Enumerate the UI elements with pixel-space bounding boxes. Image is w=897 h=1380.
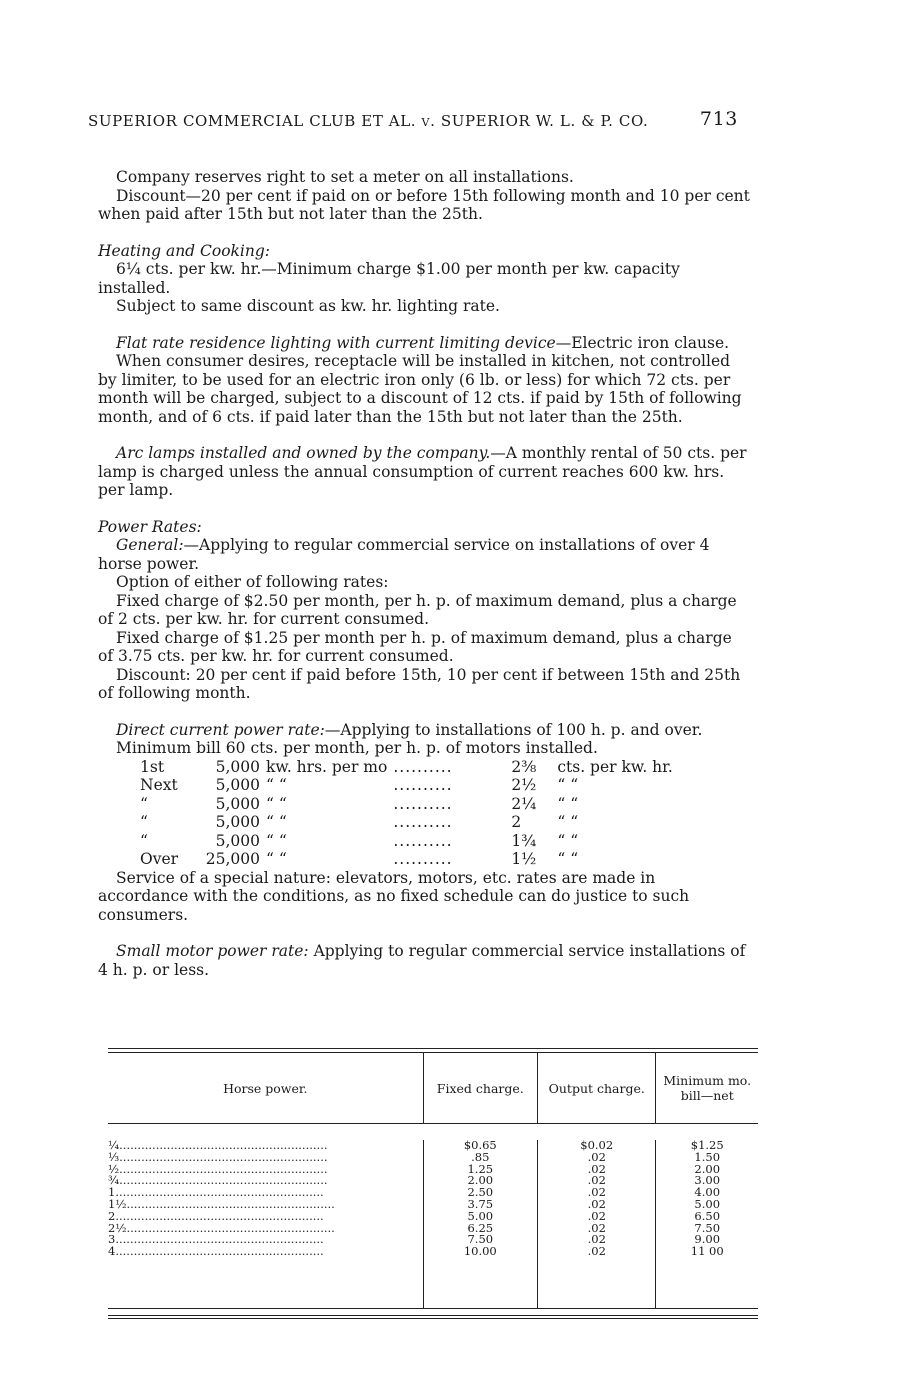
tier-tail: “ “	[557, 794, 579, 813]
direct-current-heading: Direct current power rate:	[116, 720, 325, 739]
tier-row	[140, 813, 679, 832]
tier-label: 1st	[140, 757, 165, 776]
column-output-charge	[537, 1140, 655, 1308]
hp-cell	[108, 1187, 423, 1199]
fixed-cell: .85	[471, 1149, 490, 1164]
tier-rate: 2⅜	[511, 757, 537, 776]
header-minimum-bill: Minimum mo. bill—net	[655, 1053, 758, 1123]
tier-tail: “ “	[557, 813, 579, 831]
tier-tail: “ “	[557, 776, 579, 794]
output-cell: .02	[587, 1220, 606, 1235]
output-cell: .02	[587, 1149, 606, 1164]
hp-cell	[108, 1152, 423, 1164]
hp-cell	[108, 1234, 423, 1246]
fixed-charge-1: Fixed charge of $2.50 per month, per h. p. of maximum demand, plus a charge of 2 cts. per kw. hr. for current consumed.	[98, 591, 737, 628]
hp-cell	[108, 1246, 423, 1258]
fixed-cell: 7.50	[467, 1232, 494, 1247]
header-horse-power: Horse power.	[223, 1080, 308, 1096]
minimum-cell: 2.00	[694, 1161, 721, 1176]
hp-cell	[108, 1164, 423, 1176]
leader-dots: .........................................................	[119, 1163, 328, 1176]
minimum-cell: 6.50	[694, 1208, 721, 1223]
output-cell: .02	[587, 1161, 606, 1176]
output-cell: .02	[587, 1244, 606, 1259]
power-rates-heading: Power Rates:	[98, 517, 202, 536]
fixed-cell: $0.65	[463, 1138, 497, 1152]
running-header	[88, 108, 738, 130]
output-cell: $0.02	[580, 1138, 614, 1152]
tier-row	[140, 758, 679, 777]
tier-label: Next	[140, 776, 178, 794]
hp-label: 2	[108, 1210, 116, 1223]
leader-dots: .........................................................	[119, 1175, 328, 1188]
discount-paragraph: Discount—20 per cent if paid on or before 15th following month and 10 per cent when paid after 15th but not later than the 25th.	[98, 186, 750, 223]
tier-rate: 1¾	[511, 831, 537, 850]
tier-unit: kw. hrs. per mo	[266, 757, 388, 776]
fixed-cell: 2.00	[467, 1173, 494, 1188]
tier-unit: “ “	[266, 831, 287, 850]
hp-label: 1	[108, 1187, 116, 1199]
heating-heading: Heating and Cooking:	[98, 241, 271, 260]
output-cell: .02	[587, 1173, 606, 1188]
tier-unit: “ “	[266, 850, 287, 868]
tier-label: Over	[140, 850, 179, 868]
hp-cell	[108, 1223, 423, 1235]
small-motor-heading: Small motor power rate:	[116, 942, 309, 960]
column-fixed-charge	[423, 1140, 537, 1308]
page-number: 713	[699, 108, 738, 130]
power-discount: Discount: 20 per cent if paid before 15th, 10 per cent if between 15th and 25th of following month.	[98, 665, 741, 702]
tier-qty: 5,000	[215, 794, 260, 813]
general-label: General:	[116, 536, 184, 554]
tier-rate: 1½	[511, 850, 537, 868]
direct-current-tail: —Applying to installations of 100 h. p. and over.	[324, 720, 703, 739]
document-body	[98, 168, 750, 979]
tier-row	[140, 832, 679, 851]
special-service: Service of a special nature: elevators, motors, etc. rates are made in accordance with the conditions, as no fixed schedule can do justice to such consumers.	[98, 868, 690, 924]
minimum-bill: Minimum bill 60 cts. per month, per h. p. of motors installed.	[116, 739, 598, 757]
flat-rate-title-tail: —Electric iron clause.	[555, 333, 730, 352]
tier-row	[140, 776, 679, 795]
tier-dots: ..........	[393, 850, 453, 868]
leader-dots: .........................................................	[115, 1210, 324, 1223]
hp-cell	[108, 1140, 423, 1152]
tier-rate: 2	[511, 813, 522, 831]
tier-rate: 2¼	[511, 794, 537, 813]
tier-tail: cts. per kw. hr.	[557, 757, 673, 776]
general-paragraph	[98, 536, 750, 573]
hp-cell	[108, 1175, 423, 1187]
fixed-charge-2: Fixed charge of $1.25 per month per h. p. of maximum demand, plus a charge of 3.75 cts. per kw. hr. for current consumed.	[98, 628, 732, 665]
hp-cell	[108, 1199, 423, 1211]
output-cell: .02	[587, 1208, 606, 1223]
leader-dots: .........................................................	[115, 1187, 324, 1199]
tier-qty: 5,000	[215, 757, 260, 776]
tier-label: “	[140, 794, 148, 813]
hp-label: ¼	[108, 1140, 120, 1152]
header-fixed-charge: Fixed charge.	[423, 1053, 537, 1123]
flat-rate-text: When consumer desires, receptacle will be installed in kitchen, not controlled by limiter, to be used for an electric iron only (6 lb. or less) for which 72 cts. per month will be charged, subject to a discount of 12 cts. if paid by 15th of following month, and of 6 cts. if paid later than the 15th but not later than the 25th.	[98, 352, 742, 426]
arc-lamps-paragraph	[98, 444, 750, 500]
meter-paragraph: Company reserves right to set a meter on all installations.	[116, 168, 574, 186]
leader-dots: .........................................................	[126, 1198, 335, 1211]
arc-lamps-text: —A monthly rental of 50 cts. per lamp is charged unless the annual consumption of current reaches 600 kw. hrs. per lamp.	[98, 444, 747, 499]
flat-rate-title: Flat rate residence lighting with current limiting device	[116, 333, 556, 352]
hp-cell	[108, 1211, 423, 1223]
table-bottom-rule	[108, 1315, 758, 1319]
tier-dots: ..........	[393, 776, 453, 794]
heating-rate: 6¼ cts. per kw. hr.—Minimum charge $1.00 per month per kw. capacity installed.	[98, 260, 680, 297]
horse-power-table	[108, 1048, 758, 1319]
header-output-charge: Output charge.	[537, 1053, 655, 1123]
general-text: —Applying to regular commercial service on installations of over 4 horse power.	[98, 536, 710, 573]
hp-label: 2½	[108, 1222, 127, 1235]
option-line: Option of either of following rates:	[116, 573, 389, 591]
table-header	[108, 1053, 758, 1124]
tier-unit: “ “	[266, 813, 287, 831]
hp-label: ¾	[108, 1175, 120, 1188]
minimum-cell: 3.00	[694, 1173, 721, 1188]
minimum-cell: 11 00	[690, 1244, 724, 1259]
tier-row	[140, 850, 679, 869]
leader-dots: .........................................................	[126, 1222, 335, 1235]
leader-dots: .........................................................	[115, 1246, 324, 1258]
tier-qty: 5,000	[215, 831, 260, 850]
tier-rate: 2½	[511, 776, 537, 794]
output-cell: .02	[587, 1185, 606, 1200]
direct-current-paragraph	[98, 721, 750, 740]
hp-label: ½	[108, 1163, 120, 1176]
fixed-cell: 5.00	[467, 1208, 494, 1223]
small-motor-text: Applying to regular commercial service installations of 4 h. p. or less.	[98, 942, 746, 979]
minimum-cell: 7.50	[694, 1220, 721, 1235]
tier-qty: 25,000	[205, 850, 260, 868]
tier-unit: “ “	[266, 794, 287, 813]
tier-row	[140, 795, 679, 814]
minimum-cell: 5.00	[694, 1196, 721, 1211]
minimum-cell: 1.50	[694, 1149, 721, 1164]
tier-dots: ..........	[393, 757, 453, 776]
fixed-cell: 6.25	[467, 1220, 494, 1235]
minimum-cell: 9.00	[694, 1232, 721, 1247]
hp-label: 4	[108, 1246, 116, 1258]
tier-dots: ..........	[393, 794, 453, 813]
output-cell: .02	[587, 1196, 606, 1211]
hp-label: 3	[108, 1234, 116, 1247]
direct-current-tiers	[140, 758, 679, 869]
fixed-cell: 10.00	[463, 1244, 497, 1259]
minimum-cell: 4.00	[694, 1185, 721, 1200]
hp-label: 1½	[108, 1198, 127, 1211]
tier-tail: “ “	[557, 850, 579, 868]
case-title: SUPERIOR COMMERCIAL CLUB ET AL. v. SUPERIOR W. L. & P. CO.	[88, 112, 649, 130]
heating-discount: Subject to same discount as kw. hr. lighting rate.	[116, 297, 500, 315]
small-motor-paragraph	[98, 942, 750, 979]
tier-dots: ..........	[393, 813, 453, 831]
tier-dots: ..........	[393, 831, 453, 850]
arc-lamps-heading: Arc lamps installed and owned by the company.	[116, 444, 491, 462]
table-body	[108, 1124, 758, 1309]
fixed-cell: 2.50	[467, 1185, 494, 1200]
tier-qty: 5,000	[215, 776, 260, 794]
tier-tail: “ “	[557, 831, 579, 850]
column-minimum-bill	[655, 1140, 758, 1308]
leader-dots: .........................................................	[115, 1234, 324, 1247]
flat-rate-heading	[98, 334, 750, 353]
column-horse-power	[108, 1140, 423, 1308]
fixed-cell: 3.75	[467, 1196, 494, 1211]
hp-label: ⅓	[108, 1151, 120, 1164]
tier-qty: 5,000	[215, 813, 260, 831]
leader-dots: .........................................................	[119, 1140, 328, 1152]
minimum-cell: $1.25	[690, 1138, 724, 1152]
tier-label: “	[140, 831, 148, 850]
leader-dots: .........................................................	[119, 1151, 328, 1164]
output-cell: .02	[587, 1232, 606, 1247]
fixed-cell: 1.25	[467, 1161, 494, 1176]
tier-label: “	[140, 813, 148, 831]
tier-unit: “ “	[266, 776, 287, 794]
